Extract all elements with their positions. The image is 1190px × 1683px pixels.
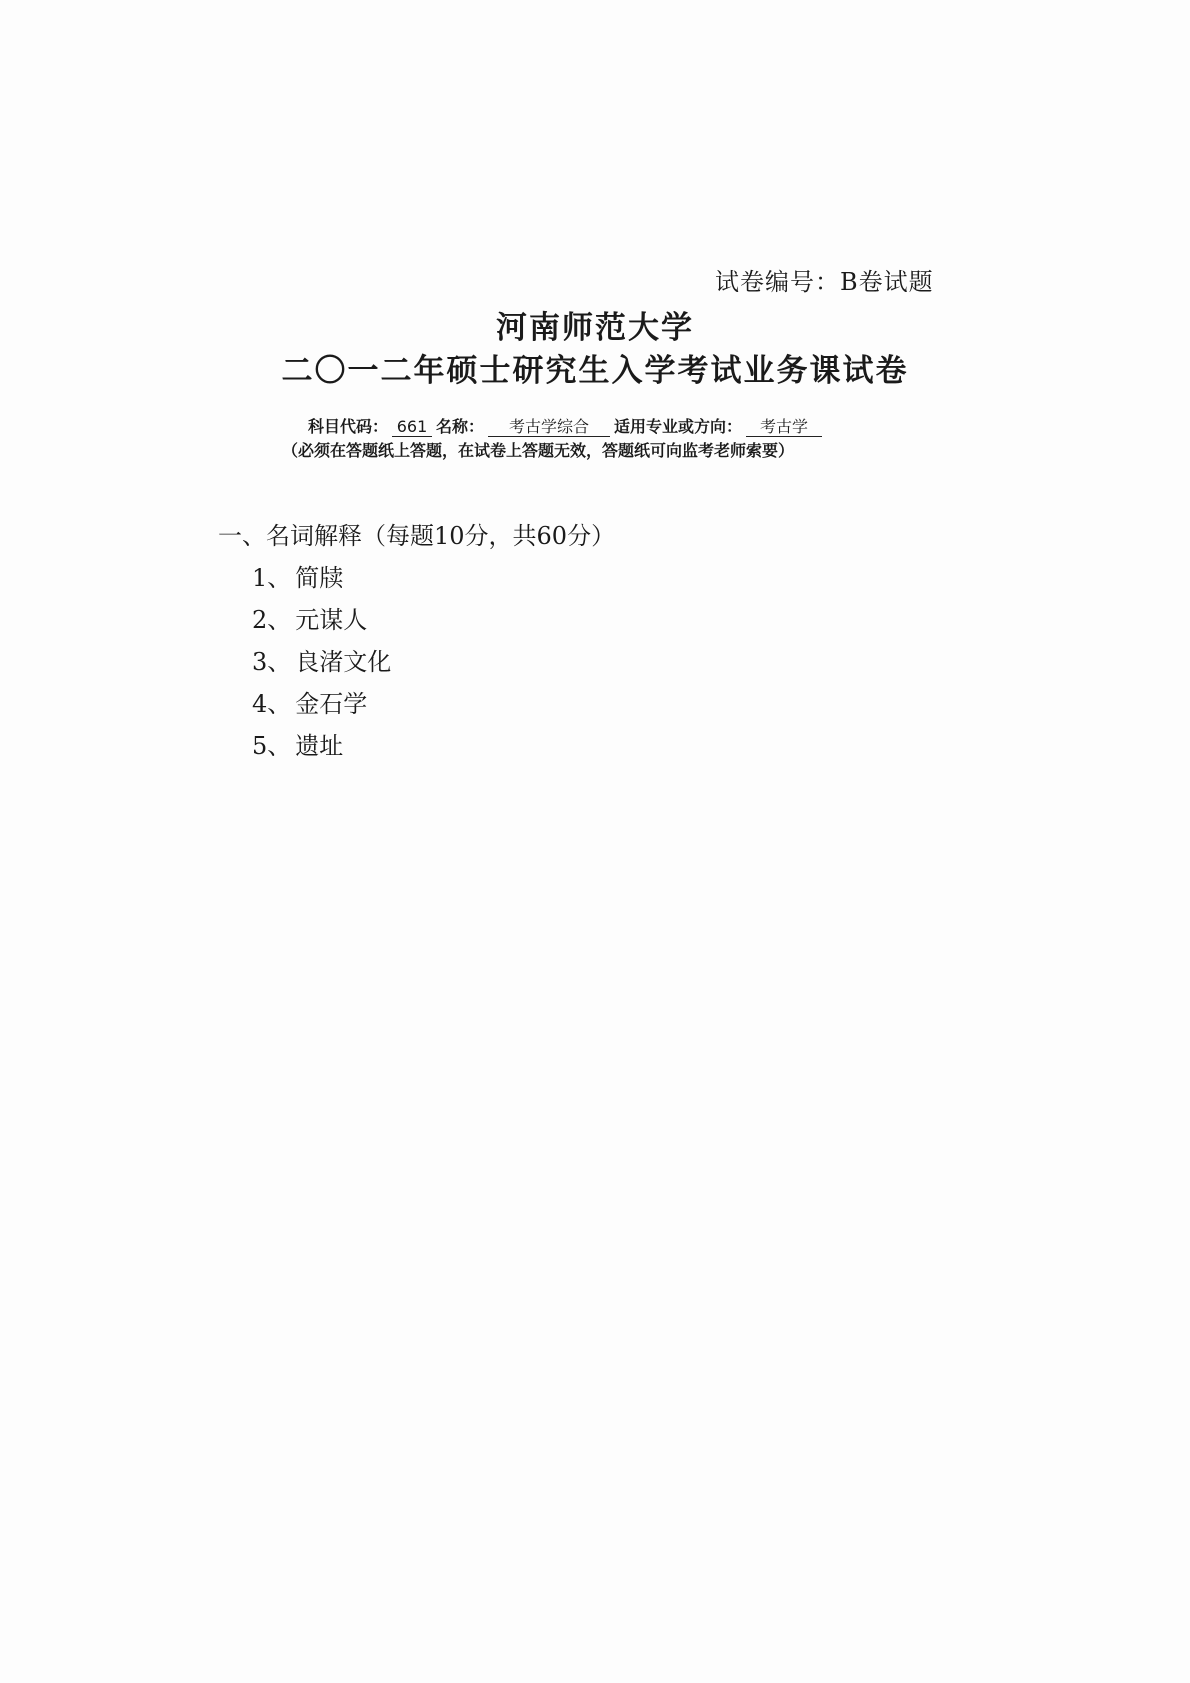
answer-instruction: （必须在答题纸上答题，在试卷上答题无效，答题纸可向监考老师索要） — [282, 441, 795, 460]
question-item — [252, 600, 367, 635]
question-number: 1、 — [252, 564, 292, 592]
subject-code-label: 科目代码： — [308, 417, 389, 436]
subject-name-label: 名称： — [436, 417, 485, 436]
question-text: 元谋人 — [295, 606, 368, 634]
question-text: 简牍 — [295, 564, 344, 592]
question-text: 金石学 — [295, 690, 368, 718]
subject-code: 661 — [392, 418, 432, 437]
subject-major: 考古学 — [746, 418, 822, 437]
question-item — [252, 642, 391, 677]
question-number: 4、 — [252, 690, 292, 718]
question-item — [252, 684, 367, 719]
section-heading: 一、名词解释（每题10分，共60分） — [218, 522, 616, 550]
question-text: 良渚文化 — [295, 648, 392, 676]
subject-major-label: 适用专业或方向： — [614, 417, 743, 436]
question-number: 5、 — [252, 732, 292, 760]
question-number: 3、 — [252, 648, 292, 676]
question-item-cut-off — [252, 726, 344, 760]
question-item — [252, 558, 343, 593]
university-name: 河南师范大学 — [496, 310, 694, 346]
question-number: 2、 — [252, 606, 292, 634]
question-text: 遗址 — [295, 732, 344, 760]
exam-title: 二〇一二年硕士研究生入学考试业务课试卷 — [281, 353, 909, 389]
paper-number: 试卷编号：B卷试题 — [715, 268, 934, 296]
subject-line — [308, 414, 826, 437]
subject-name: 考古学综合 — [488, 418, 610, 437]
